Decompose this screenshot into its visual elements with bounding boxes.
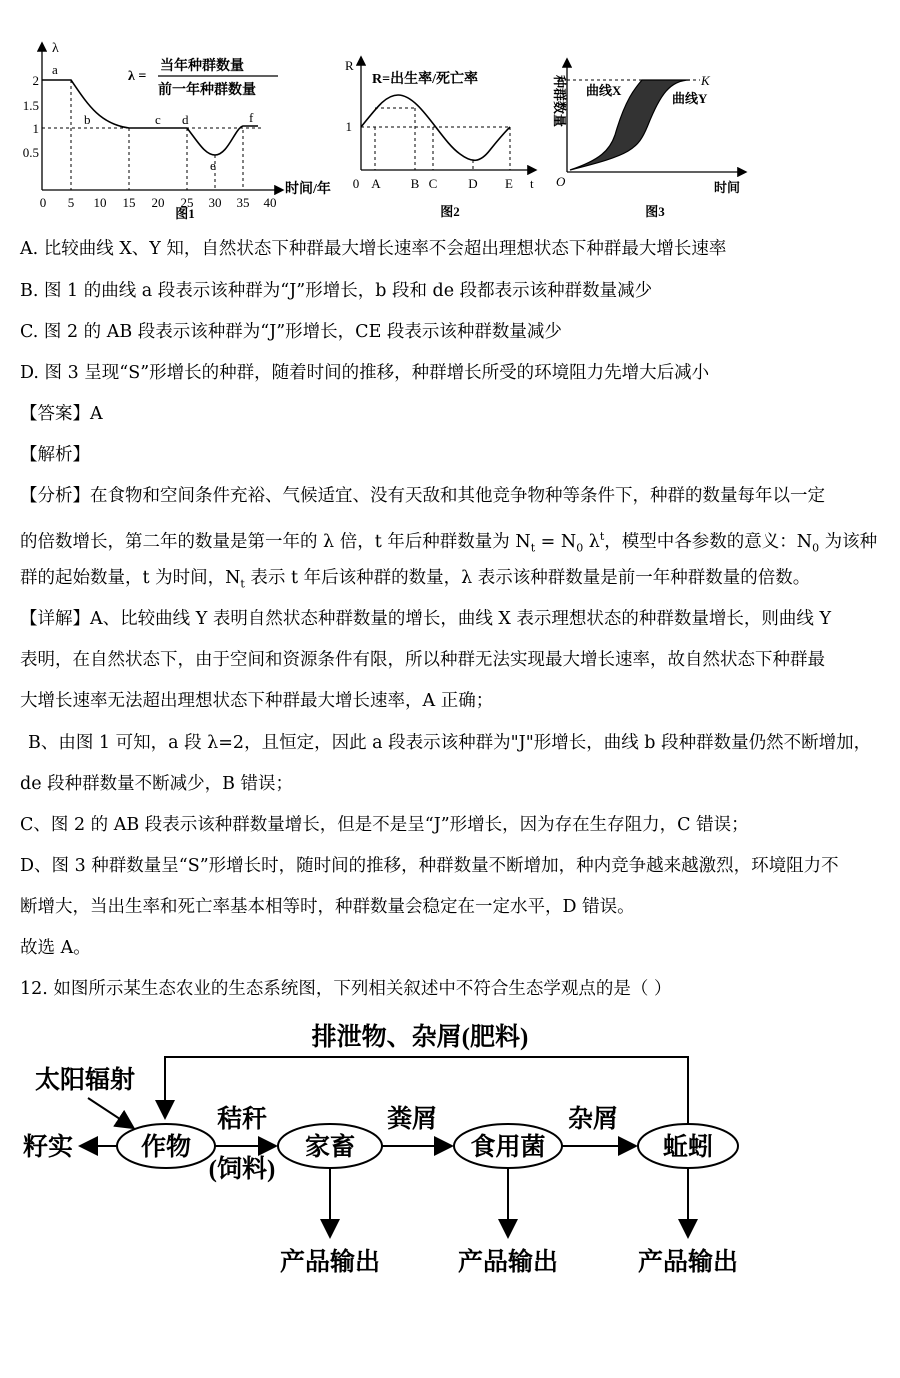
fig2-r-curve — [361, 95, 510, 160]
fig1-xtick: 25 — [180, 195, 194, 210]
fig1-xtick: 10 — [93, 195, 107, 210]
analysis-line-1: 【分析】在食物和空间条件充裕、气候适宜、没有天敌和其他竞争物种等条件下，种群的数量每年以一定 — [20, 486, 825, 506]
fig1-xtick: 30 — [208, 195, 222, 210]
option-d: D. 图 3 呈现“S”形增长的种群，随着时间的推移，种群增长所受的环境阻力先增大后减小 — [20, 363, 710, 383]
fig1-xtick: 0 — [39, 195, 47, 210]
detail-line-6: C、图 2 的 AB 段表示该种群数量增长，但是不是呈“J”形增长，因为存在生存阻力，C 错误； — [20, 815, 749, 835]
eco-node-crop-label: 作物 — [140, 1134, 192, 1161]
eco-top-label: 排泄物、杂屑(肥料) — [311, 1024, 529, 1051]
fig1-formula-lhs: λ = — [128, 69, 147, 84]
fig2-xtick: B — [410, 176, 420, 191]
fig2-formula: R=出生率/死亡率 — [372, 72, 478, 87]
fig3-curve-y-label: 曲线Y — [672, 91, 708, 106]
eco-output-earthworm: 产品输出 — [637, 1249, 739, 1276]
eco-dung: 粪屑 — [386, 1106, 438, 1133]
fig1-formula-numerator: 当年种群数量 — [160, 59, 244, 74]
figure-row — [0, 0, 900, 230]
fig3-caption: 图3 — [645, 204, 665, 219]
eco-seed: 籽实 — [23, 1134, 74, 1161]
detail-line-3: 大增长速率无法超出理想状态下种群最大增长速率，A 正确； — [20, 691, 494, 711]
detail-line-2: 表明，在自然状态下，由于空间和资源条件有限，所以种群无法实现最大增长速率，故自然状态下种群最 — [20, 650, 825, 670]
eco-node-fungus-label: 食用菌 — [470, 1134, 546, 1161]
analysis-line-3: 群的起始数量，t 为时间，$N_t$ 表示 t 年后该种群的数量，λ 表示该种群数量是前一年种群数量的倍数。 — [20, 568, 811, 591]
fig1-seg-f: f — [249, 110, 254, 125]
fig1-x-label: 时间/年 — [285, 182, 331, 197]
detail-line-4: B、由图 1 可知，a 段 λ=2，且恒定，因此 a 段表示该种群为"J"形增长，曲线 b 段种群数量仍然不断增加， — [28, 733, 872, 753]
fig1-seg-a: a — [52, 62, 58, 77]
fig1-seg-e: e — [210, 158, 216, 173]
figure-2 — [345, 58, 535, 219]
figure-1 — [23, 41, 331, 221]
fig1-xtick: 15 — [122, 195, 136, 210]
fig1-xtick: 5 — [67, 195, 75, 210]
eco-sun: 太阳辐射 — [35, 1067, 136, 1094]
eco-sun-arrow — [88, 1098, 132, 1127]
fig1-y-label: λ — [52, 41, 59, 56]
fig3-k-label: K — [701, 73, 710, 88]
question-12: 12. 如图所示某生态农业的生态系统图，下列相关叙述中不符合生态学观点的是（ ） — [20, 979, 672, 999]
eco-straw: 秸秆 — [216, 1106, 268, 1133]
option-c: C. 图 2 的 AB 段表示该种群为“J”形增长，CE 段表示该种群数量减少 — [20, 322, 562, 342]
fig3-y-label: 种群数量 — [552, 75, 567, 128]
fig1-seg-b: b — [84, 112, 91, 127]
fig2-xtick: A — [371, 176, 381, 191]
fig3-curve-x-label: 曲线X — [586, 83, 622, 98]
eco-node-earthworm-label: 蚯蚓 — [662, 1134, 714, 1161]
detail-line-1: 【详解】A、比较曲线 Y 表明自然状态种群数量的增长，曲线 X 表示理想状态的种群数量增长，则曲线 Y — [20, 609, 832, 629]
option-a: A. 比较曲线 X、Y 知，自然状态下种群最大增长速率不会超出理想状态下种群最大增长速率 — [20, 239, 727, 259]
fig2-xtick: 0 — [352, 176, 360, 191]
fig1-seg-d: d — [182, 112, 189, 127]
fig1-ytick: 2 — [32, 73, 39, 88]
eco-diagram — [0, 1010, 900, 1310]
eco-node-livestock-label: 家畜 — [304, 1134, 356, 1161]
fig2-caption: 图2 — [440, 204, 460, 219]
fig1-seg-c: c — [155, 112, 161, 127]
fig1-ytick: 1.5 — [22, 98, 39, 113]
analysis-heading: 【解析】 — [20, 445, 90, 465]
fig3-origin: O — [556, 174, 566, 189]
fig1-xtick: 35 — [236, 195, 250, 210]
fig2-xtick: D — [468, 176, 478, 191]
detail-line-7: D、图 3 种群数量呈“S”形增长时，随时间的推移，种群数量不断增加，种内竞争越来越激烈，环境阻力不 — [20, 856, 839, 876]
eco-debris: 杂屑 — [567, 1106, 619, 1133]
eco-output-fungus: 产品输出 — [457, 1249, 559, 1276]
eco-output-livestock: 产品输出 — [279, 1249, 381, 1276]
figure-3 — [552, 60, 745, 219]
fig1-xtick: 20 — [151, 195, 165, 210]
fig1-caption: 图1 — [175, 206, 195, 221]
detail-line-5: de 段种群数量不断减少，B 错误； — [20, 774, 294, 794]
fig3-x-label: 时间 — [714, 180, 741, 195]
eco-feed: (饲料) — [208, 1156, 276, 1183]
fig2-x-label: t — [530, 176, 534, 191]
fig2-y-label: R — [345, 58, 354, 73]
answer: 【答案】A — [20, 404, 103, 424]
fig2-xtick: E — [505, 176, 513, 191]
fig2-ytick: 1 — [345, 119, 352, 134]
analysis-line-2: 的倍数增长，第二年的数量是第一年的 λ 倍，t 年后种群数量为 $N_t = N_0$ $\lambda^t$，模型中各参数的意义：$N_0$ 为该种 — [20, 530, 878, 555]
detail-line-9: 故选 A。 — [20, 938, 91, 958]
fig1-xtick: 40 — [263, 195, 277, 210]
fig1-ytick: 1 — [32, 121, 39, 136]
detail-line-8: 断增大，当出生率和死亡率基本相等时，种群数量会稳定在一定水平，D 错误。 — [20, 897, 635, 917]
fig1-formula-denominator: 前一年种群数量 — [158, 83, 256, 98]
fig1-ytick: 0.5 — [22, 145, 39, 160]
fig2-xtick: C — [428, 176, 438, 191]
option-b: B. 图 1 的曲线 a 段表示该种群为“J”形增长，b 段和 de 段都表示该种群数量减少 — [20, 281, 653, 301]
